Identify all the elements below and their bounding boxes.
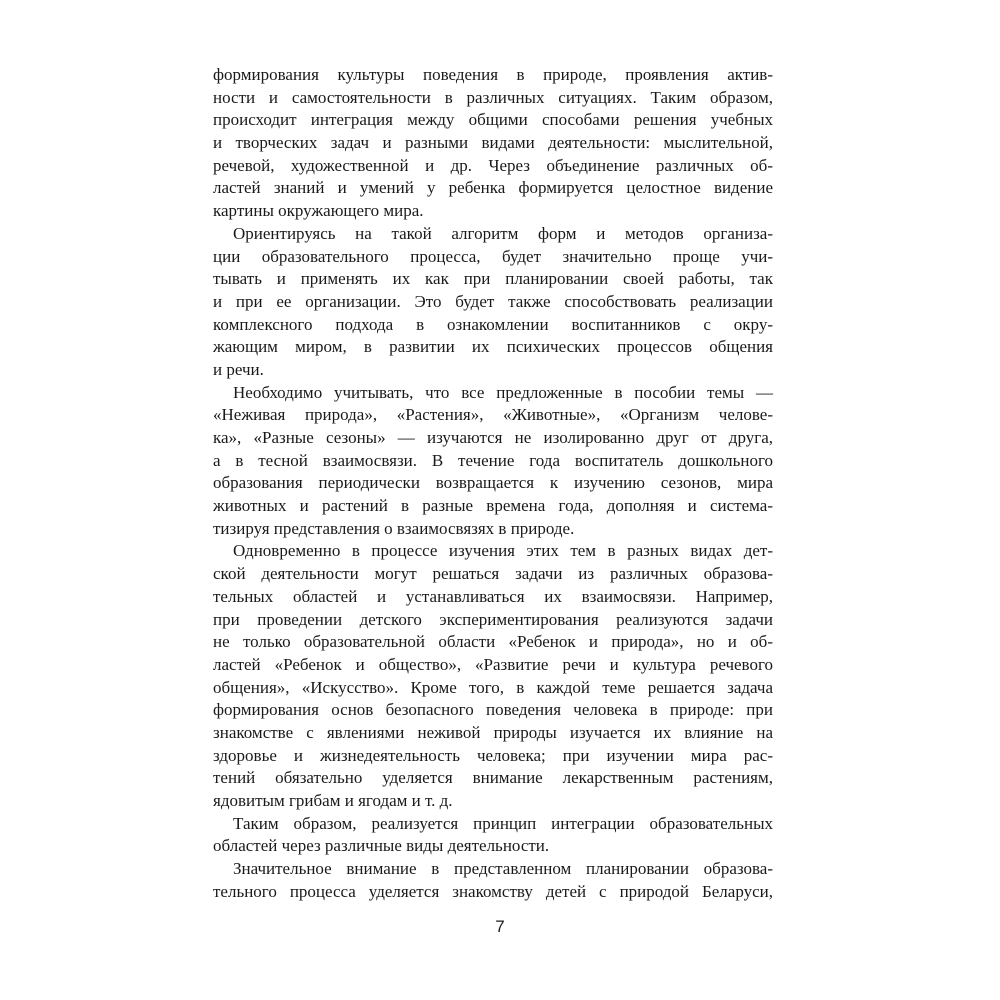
text-line: ластей знаний и умений у ребенка формируется целостное видение: [213, 178, 773, 198]
text-line: ции образовательного процесса, будет значительно проще учи-: [213, 246, 773, 266]
text-line: здоровье и жизнедеятельность человека; при изучении мира рас-: [213, 745, 773, 765]
text-line: ности и самостоятельности в различных ситуациях. Таким образом,: [213, 87, 773, 107]
text-line: областей через различные виды деятельности.: [213, 836, 550, 856]
paragraph: [213, 382, 773, 541]
text-line: речевой, художественной и др. Через объединение различных об-: [213, 155, 773, 175]
text-line: и при ее организации. Это будет также способствовать реализации: [213, 291, 773, 311]
text-line: не только образовательной области «Ребенок и природа», но и об-: [213, 632, 773, 652]
text-line: тельных областей и устанавливаться их взаимосвязи. Например,: [213, 586, 773, 606]
text-line: комплексного подхода в ознакомлении воспитанников с окру-: [213, 314, 773, 334]
text-line: животных и растений в разные времена года, дополняя и система-: [213, 496, 773, 516]
body-text: [213, 64, 773, 903]
text-line: Значительное внимание в представленном планировании образова-: [233, 859, 773, 879]
text-line: Необходимо учитывать, что все предложенные в пособии темы —: [233, 382, 773, 402]
page-number: 7: [495, 917, 505, 936]
text-line: Таким образом, реализуется принцип интеграции образовательных: [233, 813, 773, 833]
text-line: тельного процесса уделяется знакомству детей с природой Беларуси,: [213, 881, 773, 901]
paragraph: [213, 223, 773, 382]
text-line: ластей «Ребенок и общество», «Развитие речи и культура речевого: [213, 654, 773, 674]
text-line: формирования основ безопасного поведения человека в природе: при: [213, 700, 773, 720]
text-line: «Неживая природа», «Растения», «Животные», «Организм челове-: [213, 405, 773, 425]
text-line: при проведении детского экспериментирования реализуются задачи: [213, 609, 773, 629]
text-line: ка», «Разные сезоны» — изучаются не изолированно друг от друга,: [213, 428, 773, 447]
text-line: ской деятельности могут решаться задачи из различных образова-: [213, 564, 773, 584]
text-line: и творческих задач и разными видами деятельности: мыслительной,: [213, 133, 773, 153]
paragraph: [213, 813, 773, 858]
text-line: Одновременно в процессе изучения этих тем в разных видах дет-: [233, 541, 773, 561]
paragraph: [213, 540, 773, 812]
text-line: картины окружающего мира.: [213, 201, 424, 221]
text-line: общения», «Искусство». Кроме того, в каждой теме решается задача: [213, 677, 773, 697]
text-line: знакомстве с явлениями неживой природы изучается их влияние на: [213, 722, 773, 742]
text-line: происходит интеграция между общими способами решения учебных: [213, 110, 773, 130]
text-line: а в тесной взаимосвязи. В течение года воспитатель дошкольного: [213, 450, 773, 470]
text-line: тывать и применять их как при планировании своей работы, так: [213, 269, 773, 289]
text-line: тений обязательно уделяется внимание лекарственным растениям,: [213, 768, 773, 788]
paragraph: [213, 64, 773, 223]
text-line: жающим миром, в развитии их психических процессов общения: [213, 337, 773, 357]
text-line: образования периодически возвращается к изучению сезонов, мира: [213, 473, 773, 493]
text-line: Ориентируясь на такой алгоритм форм и методов организа-: [233, 223, 773, 243]
paragraph: [213, 858, 773, 903]
text-line: формирования культуры поведения в природе, проявления актив-: [213, 65, 773, 84]
text-line: тизируя представления о взаимосвязях в природе.: [213, 518, 575, 538]
text-line: и речи.: [213, 359, 264, 379]
text-line: ядовитым грибам и ягодам и т. д.: [213, 791, 453, 810]
